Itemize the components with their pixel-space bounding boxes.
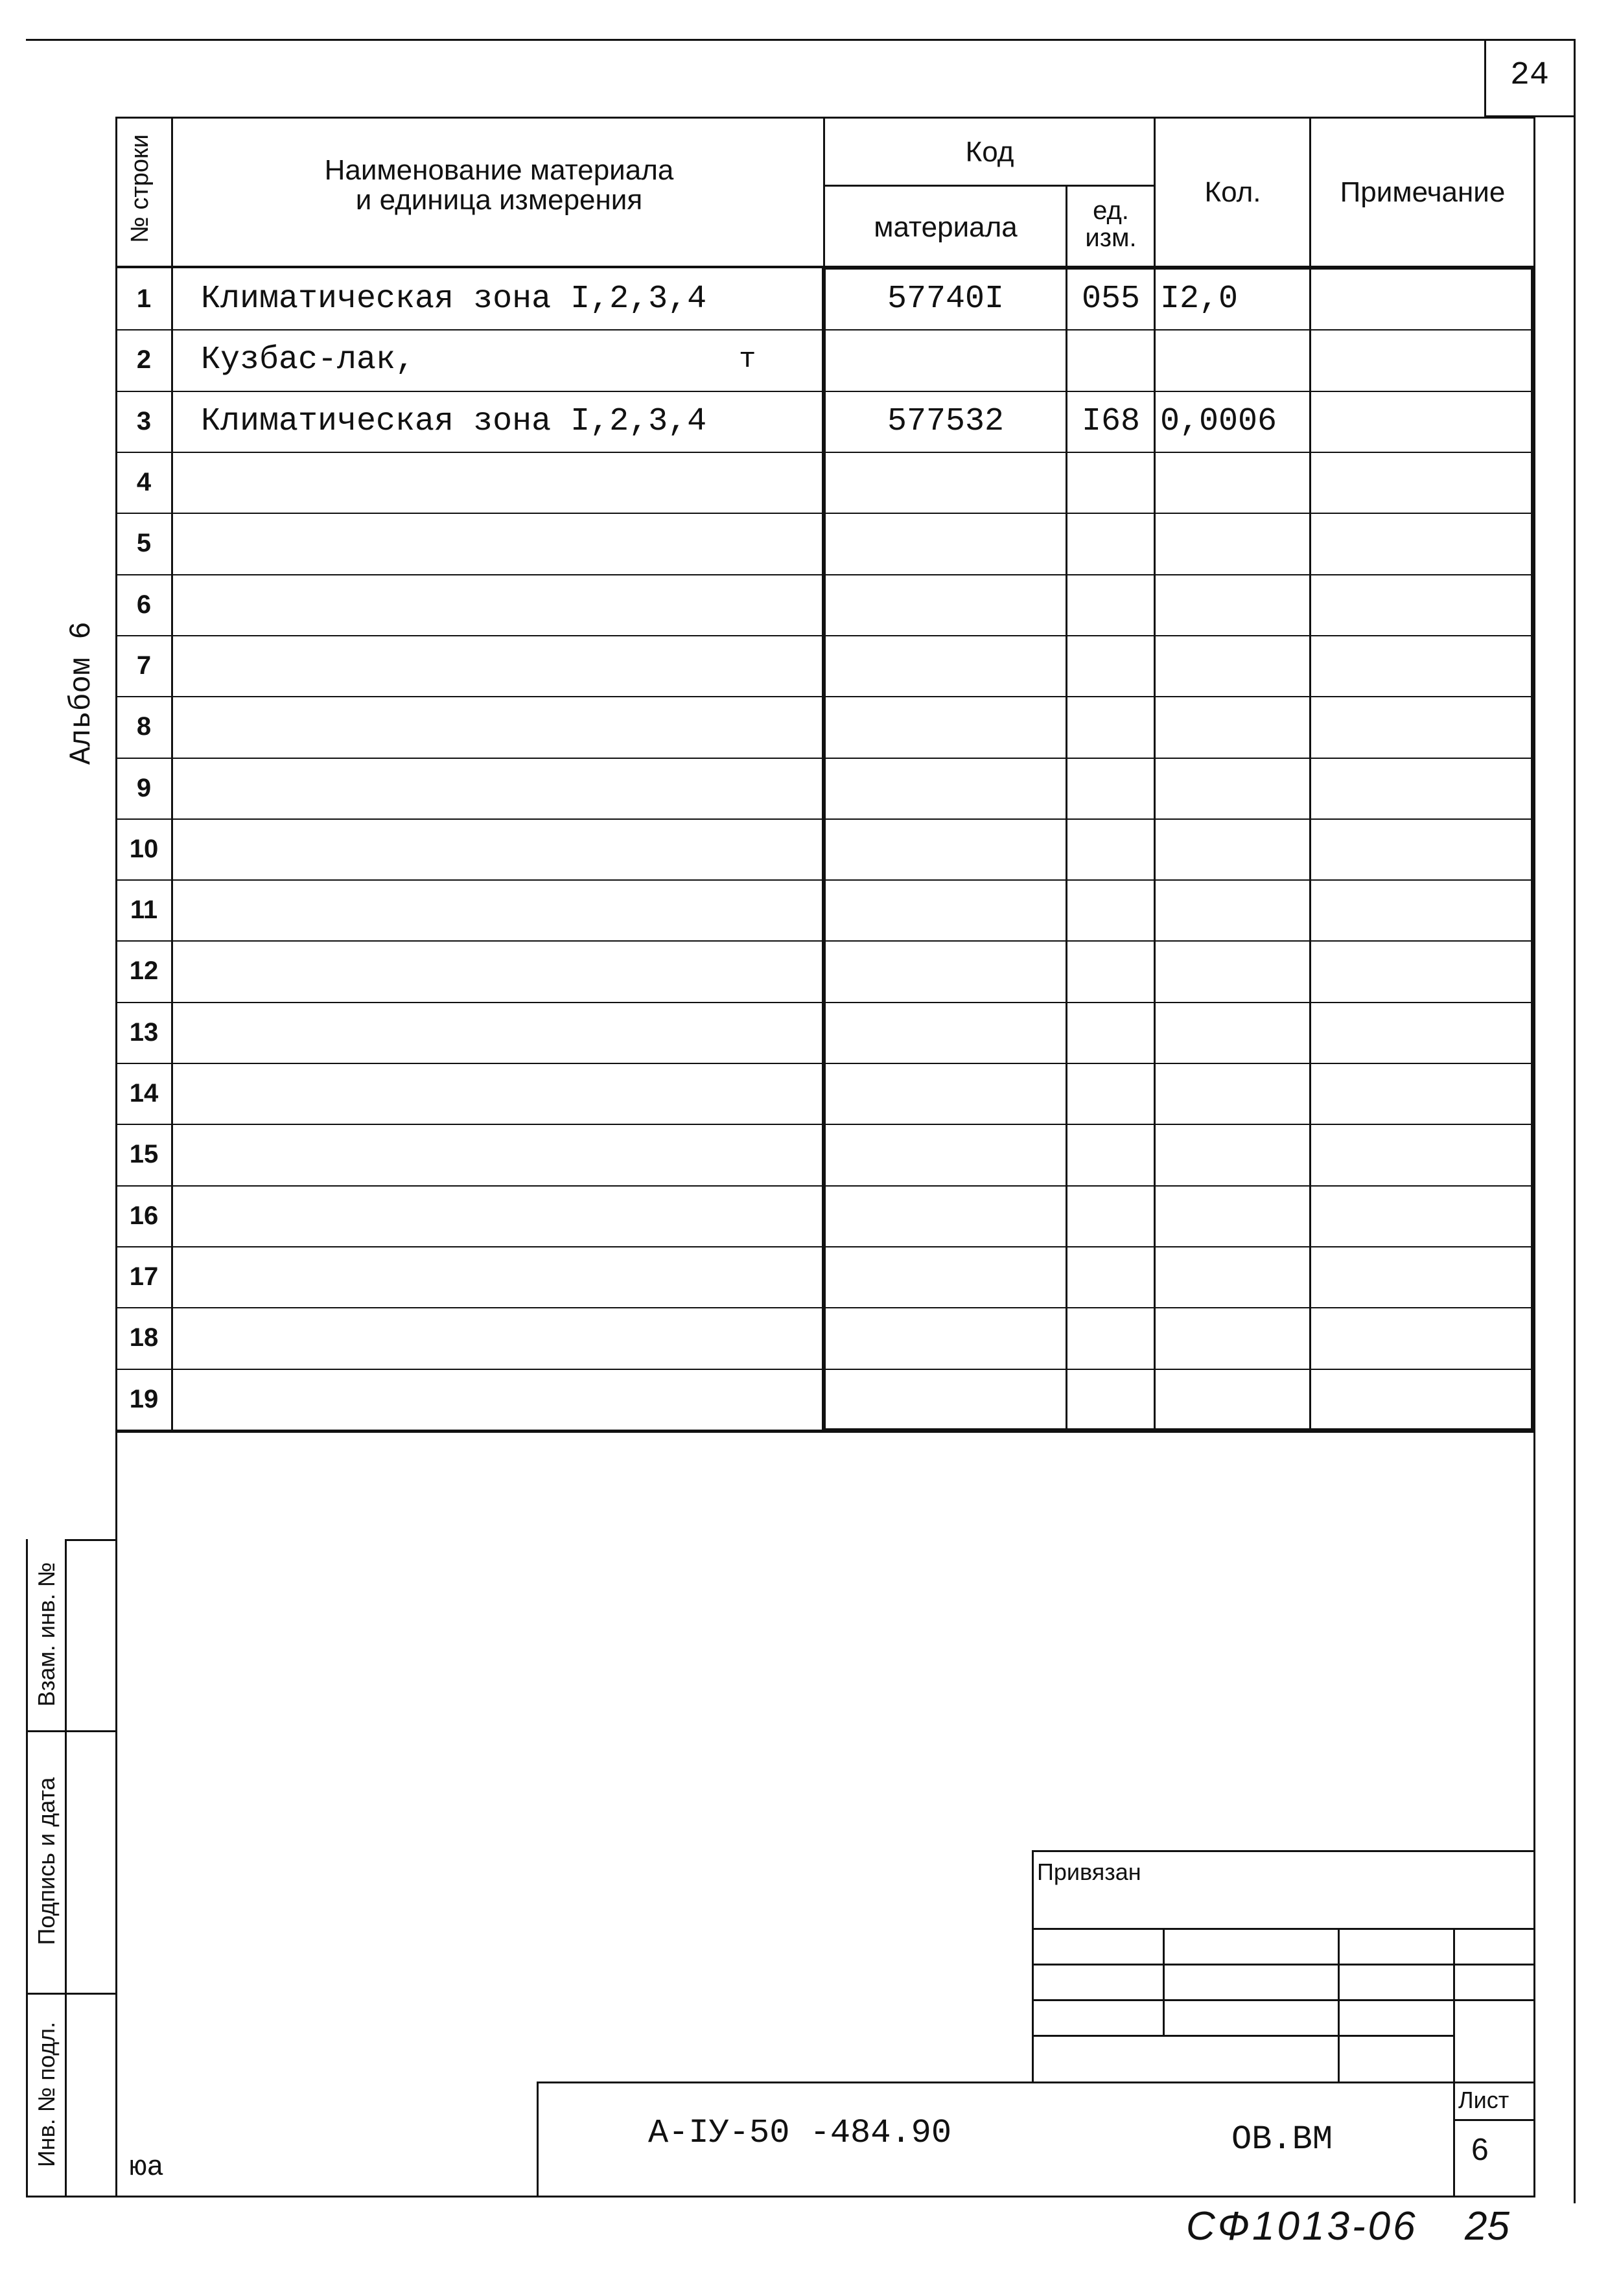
list-label-rule [1453,2119,1535,2121]
title-strip-top [537,2081,1535,2083]
row-qty [1160,1307,1309,1368]
row-material-code [826,758,1066,818]
row-material-code [826,1185,1066,1246]
row-material-code [826,1063,1066,1124]
row-unit-code [1068,574,1154,635]
row-number: 5 [136,529,152,557]
row-material-code [826,452,1066,513]
row-number: 12 [129,957,159,985]
frame-top [115,117,1535,119]
privyazan-row2 [1032,1964,1535,1966]
row-qty [1160,1063,1309,1124]
table-row [0,1185,1608,1246]
side-stamp-left [65,1539,67,2197]
row-qty [1160,818,1309,879]
row-unit-code [1068,1369,1154,1430]
row-qty [1160,329,1309,390]
row-number: 9 [136,774,152,802]
row-number: 3 [136,407,152,435]
row-qty [1160,513,1309,574]
row-material-code [826,696,1066,757]
table-row [0,879,1608,940]
row-material-code [826,940,1066,1001]
row-note [1316,1246,1530,1307]
row-qty [1160,1369,1309,1430]
row-number: 2 [136,345,152,374]
table-row [0,696,1608,757]
row-unit-mark: т [739,343,756,376]
row-note [1316,1002,1530,1063]
header-row-no: № строки [126,134,154,243]
side-stamp-bottom [26,2196,117,2197]
privyazan-left [1032,1850,1034,2083]
row-unit-code [1068,940,1154,1001]
row-note [1316,818,1530,879]
row-number: 16 [129,1201,159,1230]
table-row [0,1369,1608,1430]
side-stamp-top [65,1539,117,1541]
row-unit-code [1068,1185,1154,1246]
row-material-code [826,818,1066,879]
table-row [0,1246,1608,1307]
row-unit-code [1068,879,1154,940]
row-unit-code [1068,329,1154,390]
page-number-box-left [1484,39,1486,117]
row-qty [1160,758,1309,818]
row-material-code [826,513,1066,574]
row-note [1316,1124,1530,1185]
table-row [0,1063,1608,1124]
row-unit-code [1068,635,1154,696]
privyazan-col1 [1163,1928,1165,2035]
corner-mark: юа [130,2151,164,2184]
row-note [1316,1307,1530,1368]
row-unit-code [1068,1246,1154,1307]
table-row [0,391,1608,452]
table-row [0,574,1608,635]
row-material-code: 57740I [887,280,1005,318]
side-stamp-vzam-inv: Взам. инв. № [33,1562,60,1707]
code-header-sub-rule [823,185,1155,187]
header-name: Наименование материала и единица измерения [324,154,674,216]
row-material-code [826,1369,1066,1430]
row-unit-code [1068,1307,1154,1368]
row-note [1316,513,1530,574]
row-qty [1160,1002,1309,1063]
table-row [0,940,1608,1001]
row-number: 18 [129,1323,159,1352]
row-number: 17 [129,1262,159,1291]
row-number: 6 [136,590,152,619]
header-code-unit: ед. изм. [1085,196,1137,252]
row-qty [1160,452,1309,513]
row-note [1316,879,1530,940]
row-number: 8 [136,712,152,741]
row-material-code [826,574,1066,635]
row-number: 10 [129,835,159,863]
row-qty [1160,940,1309,1001]
side-stamp-inv-podl: Инв. № подл. [33,2021,60,2168]
row-qty: 0,0006 [1160,402,1277,440]
row-qty [1160,635,1309,696]
row-note [1316,329,1530,390]
row-name: Кузбас-лак, [201,341,415,378]
table-row [0,635,1608,696]
row-number: 11 [130,896,158,924]
header-qty: Кол. [1204,176,1261,208]
list-label: Лист [1458,2087,1509,2113]
privyazan-col2 [1338,1928,1340,2083]
row-name: Климатическая зона I,2,3,4 [201,280,707,318]
table-row [0,1002,1608,1063]
row-number: 4 [136,468,152,496]
row-qty [1160,574,1309,635]
row-qty [1160,1185,1309,1246]
row-note [1316,391,1530,452]
page-number: 24 [1509,57,1549,94]
header-note: Примечание [1340,176,1506,208]
row-note [1316,574,1530,635]
row-note [1316,696,1530,757]
footer-page: 25 [1465,2204,1509,2249]
row-unit-code: 055 [1081,280,1140,318]
row-number: 7 [136,651,152,680]
row-number: 14 [129,1079,159,1107]
row-material-code [826,329,1066,390]
table-row [0,329,1608,390]
row-material-code [826,1002,1066,1063]
privyazan-col3 [1453,1928,1455,2197]
side-stamp-podpis-data: Подпись и дата [33,1777,60,1945]
table-row [0,758,1608,818]
privyazan-label: Привязан [1037,1859,1141,1885]
row-note [1316,452,1530,513]
row-unit-code [1068,1002,1154,1063]
row-note [1316,635,1530,696]
title-strip-left [537,2081,539,2197]
album-label: Альбом 6 [65,621,99,765]
row-number: 1 [136,284,152,313]
table-row [0,1124,1608,1185]
header-code-material: материала [874,211,1018,243]
table-row [0,452,1608,513]
table-bottom-rule [115,1430,1535,1433]
row-unit-code [1068,758,1154,818]
row-material-code [826,635,1066,696]
side-stamp-outer [26,1539,28,2197]
frame-bottom [115,2196,1535,2197]
row-unit-code [1068,1063,1154,1124]
table-row [0,268,1608,329]
row-qty [1160,696,1309,757]
row-note [1316,1063,1530,1124]
header-code: Код [965,136,1014,168]
list-number: 6 [1471,2133,1489,2167]
row-unit-code [1068,696,1154,757]
table-row [0,818,1608,879]
designation: А-IУ-50 -484.90 [648,2114,952,2152]
privyazan-row1 [1032,1928,1535,1930]
table-row [0,513,1608,574]
row-qty [1160,1246,1309,1307]
row-note [1316,758,1530,818]
row-qty: I2,0 [1160,280,1239,318]
side-stamp-sep1 [26,1730,117,1732]
row-unit-code: I68 [1081,402,1140,440]
row-qty [1160,879,1309,940]
row-name: Климатическая зона I,2,3,4 [201,402,707,440]
row-qty [1160,1124,1309,1185]
row-number: 19 [129,1385,159,1413]
table-row [0,1307,1608,1368]
row-material-code: 577532 [887,402,1005,440]
row-number: 15 [129,1140,159,1168]
archive-number: СФ1013-06 [1186,2204,1418,2249]
row-material-code [826,1307,1066,1368]
row-material-code [826,879,1066,940]
privyazan-top [1032,1850,1535,1852]
top-rule [26,39,1575,41]
privyazan-row3 [1032,1999,1535,2001]
row-material-code [826,1246,1066,1307]
row-number: 13 [129,1018,159,1047]
row-unit-code [1068,513,1154,574]
sheet-code: ОВ.ВМ [1231,2120,1333,2159]
row-note [1316,1185,1530,1246]
row-note [1316,268,1530,329]
privyazan-row4 [1032,2035,1453,2037]
row-unit-code [1068,1124,1154,1185]
row-unit-code [1068,452,1154,513]
row-note [1316,940,1530,1001]
row-unit-code [1068,818,1154,879]
row-note [1316,1369,1530,1430]
row-material-code [826,1124,1066,1185]
